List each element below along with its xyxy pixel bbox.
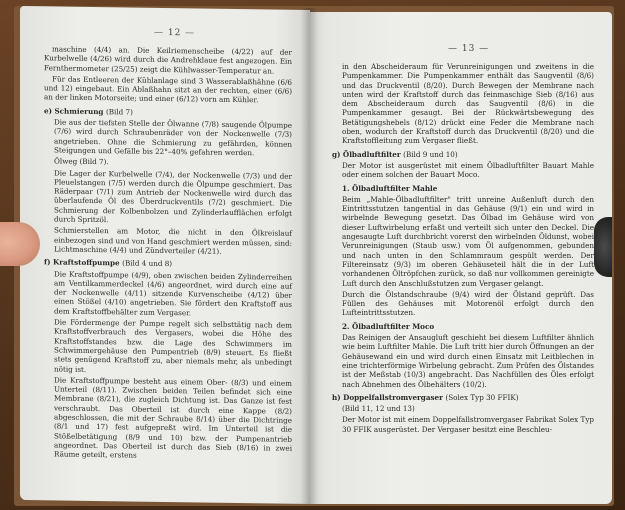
section-g1-paragraph-2: Durch die Ölstandschraube (9/4) wird der Ölstand geprüft. Das Füllen des Gehäuses mit Motorenöl erfolgt durch den Lufteintrittsstutzen. (342, 289, 594, 318)
section-e-ref: (Bild 7) (105, 106, 133, 117)
section-g-ref: (Bild 9 und 10) (403, 149, 458, 159)
book-gutter-shadow (300, 8, 318, 504)
left-page-text (44, 44, 292, 464)
section-f-paragraph: Die Kraftstoffpumpe (4/9), oben zwischen beiden Zylinderreihen am Ventilkammerdeckel (4/6) angeordnet, wird durch eine auf der Nockenwelle (4/11) sitzende Kurvenscheibe (4/12) über einen Stößel (4/10) angetrieben. Sie fördert den Kraftstoff aus dem Kraftstoffbehälter zum Vergaser. (54, 268, 292, 318)
section-h-ref: (Solex Typ 30 FFIK) (445, 392, 519, 402)
intro-paragraph: maschine (4/4) an. Die Keilriemenscheibe (4/22) auf der Kurbelwelle (4/26) wird durch die Andrehklaue fest angezogen. Ein Fernthermometer (25/25) zeigt die Kühlwasser-Temperatur an. (44, 44, 292, 76)
section-f-paragraph-2: Die Fördermenge der Pumpe regelt sich selbsttätig nach dem Kraftstoffverbrauch des Vergasers, wobei die Höhe des Kraftstoffstandes bzw. die Lage des Schwimmers im Schwimmergehäuse den Pumpentrieb (8/9) steuert. Es fließt stets genügend Kraftstoff zu, aber niemals mehr, als unbedingt nötig ist. (54, 317, 292, 374)
right-page (308, 12, 612, 504)
section-g2-paragraph: Das Reinigen der Ansaugluft geschieht bei diesem Luftfilter ähnlich wie beim Luftfilter Mahle. Die Luft tritt hier durch Öffnungen an der Gehäusewand ein und wird durch einen Einsatz mit Leitblechen in eine trichterförmige Wirbelung gebracht. Zum Prüfen des Ölstandes ist der Meßstab (10/3) angebracht. Das Nachfüllen des Öles erfolgt nach Abnehmen des Ölbehälters (10/2). (342, 333, 594, 389)
section-e-paragraph-3: Schmierstellen am Motor, die nicht in den Ölkreislauf einbezogen sind und von Hand geschmiert werden müssen, sind: Lichtmaschine (4/4) und Zündverteiler (4/21). (54, 225, 292, 256)
section-h-heading (332, 393, 594, 402)
section-f-title: f) Kraftstoffpumpe (44, 257, 120, 268)
section-g2-heading: 2. Ölbadluftfilter Moco (342, 321, 435, 331)
section-h-title: h) Doppelfallstromvergaser (332, 392, 443, 402)
section-f-paragraph-3: Die Kraftstoffpumpe besteht aus einem Ober- (8/3) und einem Unterteil (8/11). Zwischen beiden Teilen befindet sich eine Membrane (8/21), die zugleich Dichtung ist. Das Ganze ist fest verschraubt. Das Oberteil ist durch eine Kappe (8/2) abgeschlossen, die mit der Schraube 8/14) über die Dichtringe (8/1 und 17) fest aufgepreßt wird. Im Unterteil ist die Stößelbetätigung (8/9 und 10) bzw. der Pumpenantrieb angeordnet. Das Oberteil ist durch das Sieb (8/16) in zwei Räume geteilt, erstens (54, 375, 292, 460)
section-e-subheading: Ölweg (Bild 7). (54, 156, 109, 167)
section-e-title: e) Schmierung (44, 106, 104, 116)
right-intro-paragraph: in den Abscheideraum für Verunreinigungen und zweitens in die Pumpenkammer. Die Pumpenkammer enthält das Saugventil (8/6) und das Druckventil (8/20). Durch Bewegen der Membrane nach unten wird der Kraftstoff durch das feinmaschige Sieb (8/16) aus dem Abscheideraum durch das Saugventil (8/6) in die Pumpenkammer gesaugt. Bei der Rückwärtsbewegung des Betätigungshebels (8/12) drückt eine Feder die Membrane nach oben, wodurch der Kraftstoff durch das Druckventil (8/20) und die Kraftstoffleitung zum Vergaser fließt. (342, 62, 594, 146)
section-g-title: g) Ölbadluftfilter (332, 149, 401, 159)
section-g-heading (332, 150, 594, 159)
section-e-paragraph: Die aus der tiefsten Stelle der Ölwanne (7/8) saugende Ölpumpe (7/6) wird durch Schraubenräder von der Nockenwelle (7/3) angetrieben. Ohne die Schmierung zu gefährden, können Steigungen und Gefälle bis 22°–40% gefahren werden. (54, 117, 292, 158)
right-thumb (594, 217, 612, 277)
section-h-subheading: (Bild 11, 12 und 13) (342, 404, 415, 414)
section-e-paragraph-2: Die Lager der Kurbelwelle (7/4), der Nockenwelle (7/3) und der Pleuelstangen (7/5) werden durch die Ölpumpe geschmiert. Das Räderpaar (7/1) zum Antrieb der Nockenwelle wird durch das überlaufende Öl des Überdruckventils (7/2) geschmiert. Die Schmierung der Kolbenbolzen und Zylinderlaufflächen erfolgt durch Spritzöl. (54, 168, 292, 225)
section-h-paragraph: Der Motor ist mit einem Doppelfallstromvergaser Fabrikat Solex Typ 30 FFIK ausgerüstet. Der Vergaser besitzt eine Beschleu- (342, 415, 594, 434)
left-page (20, 6, 310, 504)
page-number-left: — 12 — (154, 27, 196, 39)
section-g-paragraph: Der Motor ist ausgerüstet mit einem Ölbadluftfilter Bauart Mahle oder einem solchen der Bauart Moco. (342, 160, 594, 180)
right-page-text (332, 62, 594, 436)
section-g1-paragraph: Beim „Mahle-Ölbadluftfilter" tritt unreine Außenluft durch den Eintrittsstutzen tangential in das Gehäuse (9/1) ein und wird in wirbelnde Bewegung gesetzt. Das Ölbad im Gehäuse wird von dieser Luftwirbelung erfaßt und verteilt sich unter den Deckel. Die angesaugte Luft durchbricht vorerst den wirbelnden Öldunst, wobei Verunreinigungen (Staub usw.) vom Öl aufgenommen, gebunden und nach unten in den Schlammraum gespült werden. Der Filtereinsatz (9/3) im oberen Gehäuseteil hält die in der Luft vorhandenen Öltröpfchen zurück, so daß nur vollkommen gereinigte Luft durch den Anschlußstutzen zum Vergaser gelangt. (342, 194, 594, 288)
section-g1-heading: 1. Ölbadluftfilter Mahle (342, 183, 438, 193)
section-f-ref: (Bild 4 und 8) (122, 258, 173, 269)
page-number-right: — 13 — (448, 44, 490, 54)
drain-paragraph: Für das Entleeren der Kühlanlage sind 3 Wasserablaßhähne (6/6 und 12) eingebaut. Ein Ablaßhahn sitzt an der rechten, einer (6/6) an der linken Motorseite; und einer (6/12) vorn am Kühler. (44, 74, 292, 105)
